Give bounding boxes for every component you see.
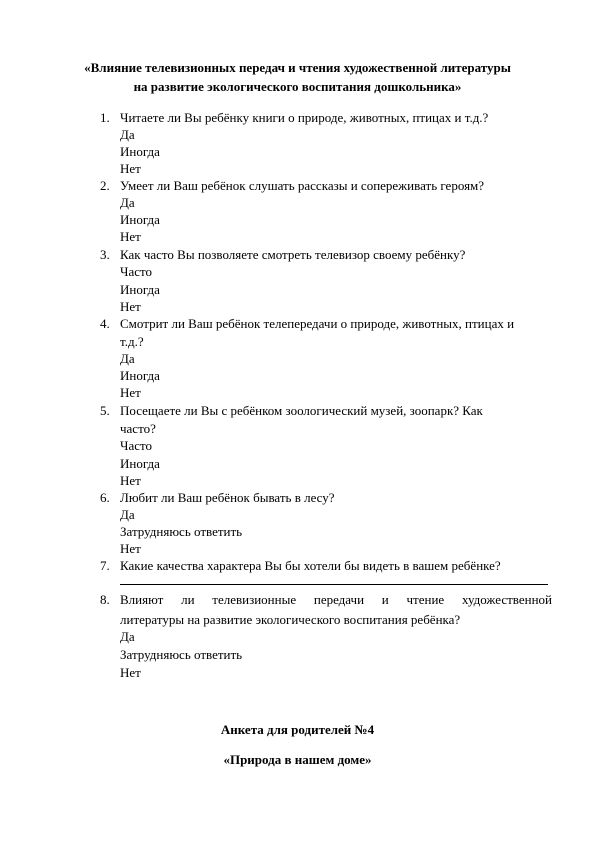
answer-option: Нет: [120, 473, 141, 488]
question-text: Как часто Вы позволяете смотреть телевизор своему ребёнку?: [120, 247, 466, 262]
question-text-line-2: часто?: [120, 421, 156, 436]
answer-option: Иногда: [120, 368, 160, 383]
question-text: Умеет ли Ваш ребёнок слушать рассказы и сопереживать героям?: [120, 178, 485, 193]
answer-option: Да: [120, 195, 135, 210]
answer-option: Иногда: [120, 282, 160, 297]
question-text-line-1: Влияют ли телевизионные передачи и чтение художественной: [120, 592, 552, 607]
answer-option: Часто: [120, 438, 152, 453]
answer-option: Затрудняюсь ответить: [120, 647, 243, 662]
answer-option: Нет: [120, 665, 141, 680]
question-text-line-1: Смотрит ли Ваш ребёнок телепередачи о природе, животных, птицах и: [120, 316, 515, 331]
question-text-line-1: Посещаете ли Вы с ребёнком зоологический музей, зоопарк? Как: [120, 403, 483, 418]
question-number: 3.: [100, 247, 110, 262]
answer-option: Да: [120, 507, 135, 522]
question-text-line-2: т.д.?: [120, 334, 144, 349]
answer-option: Да: [120, 629, 135, 644]
answer-option: Иногда: [120, 144, 160, 159]
answer-option: Иногда: [120, 456, 160, 471]
question-text-line-2: литературы на развитие экологического воспитания ребёнка?: [120, 612, 461, 627]
question-text: Любит ли Ваш ребёнок бывать в лесу?: [120, 490, 335, 505]
questionnaire-heading: Анкета для родителей №4: [220, 722, 375, 737]
answer-option: Затрудняюсь ответить: [120, 524, 243, 539]
answer-option: Иногда: [120, 212, 160, 227]
answer-option: Да: [120, 351, 135, 366]
answer-option: Нет: [120, 299, 141, 314]
question-number: 7.: [100, 558, 110, 573]
question-number: 2.: [100, 178, 110, 193]
survey-title-line-2: на развитие экологического воспитания дошкольника»: [133, 79, 462, 94]
answer-option: Нет: [120, 385, 141, 400]
questionnaire-subheading: «Природа в нашем доме»: [223, 752, 372, 767]
question-number: 6.: [100, 490, 110, 505]
answer-option: Да: [120, 127, 135, 142]
answer-option: Нет: [120, 541, 141, 556]
question-text: Читаете ли Вы ребёнку книги о природе, животных, птицах и т.д.?: [120, 110, 489, 125]
question-number: 8.: [100, 592, 110, 607]
answer-option: Нет: [120, 161, 141, 176]
free-answer-line[interactable]: [120, 584, 548, 585]
question-text: Какие качества характера Вы бы хотели бы видеть в вашем ребёнке?: [120, 558, 501, 573]
answer-option: Нет: [120, 229, 141, 244]
answer-option: Часто: [120, 264, 152, 279]
question-number: 1.: [100, 110, 110, 125]
survey-title-line-1: «Влияние телевизионных передач и чтения художественной литературы: [84, 60, 511, 75]
question-number: 5.: [100, 403, 110, 418]
question-number: 4.: [100, 316, 110, 331]
